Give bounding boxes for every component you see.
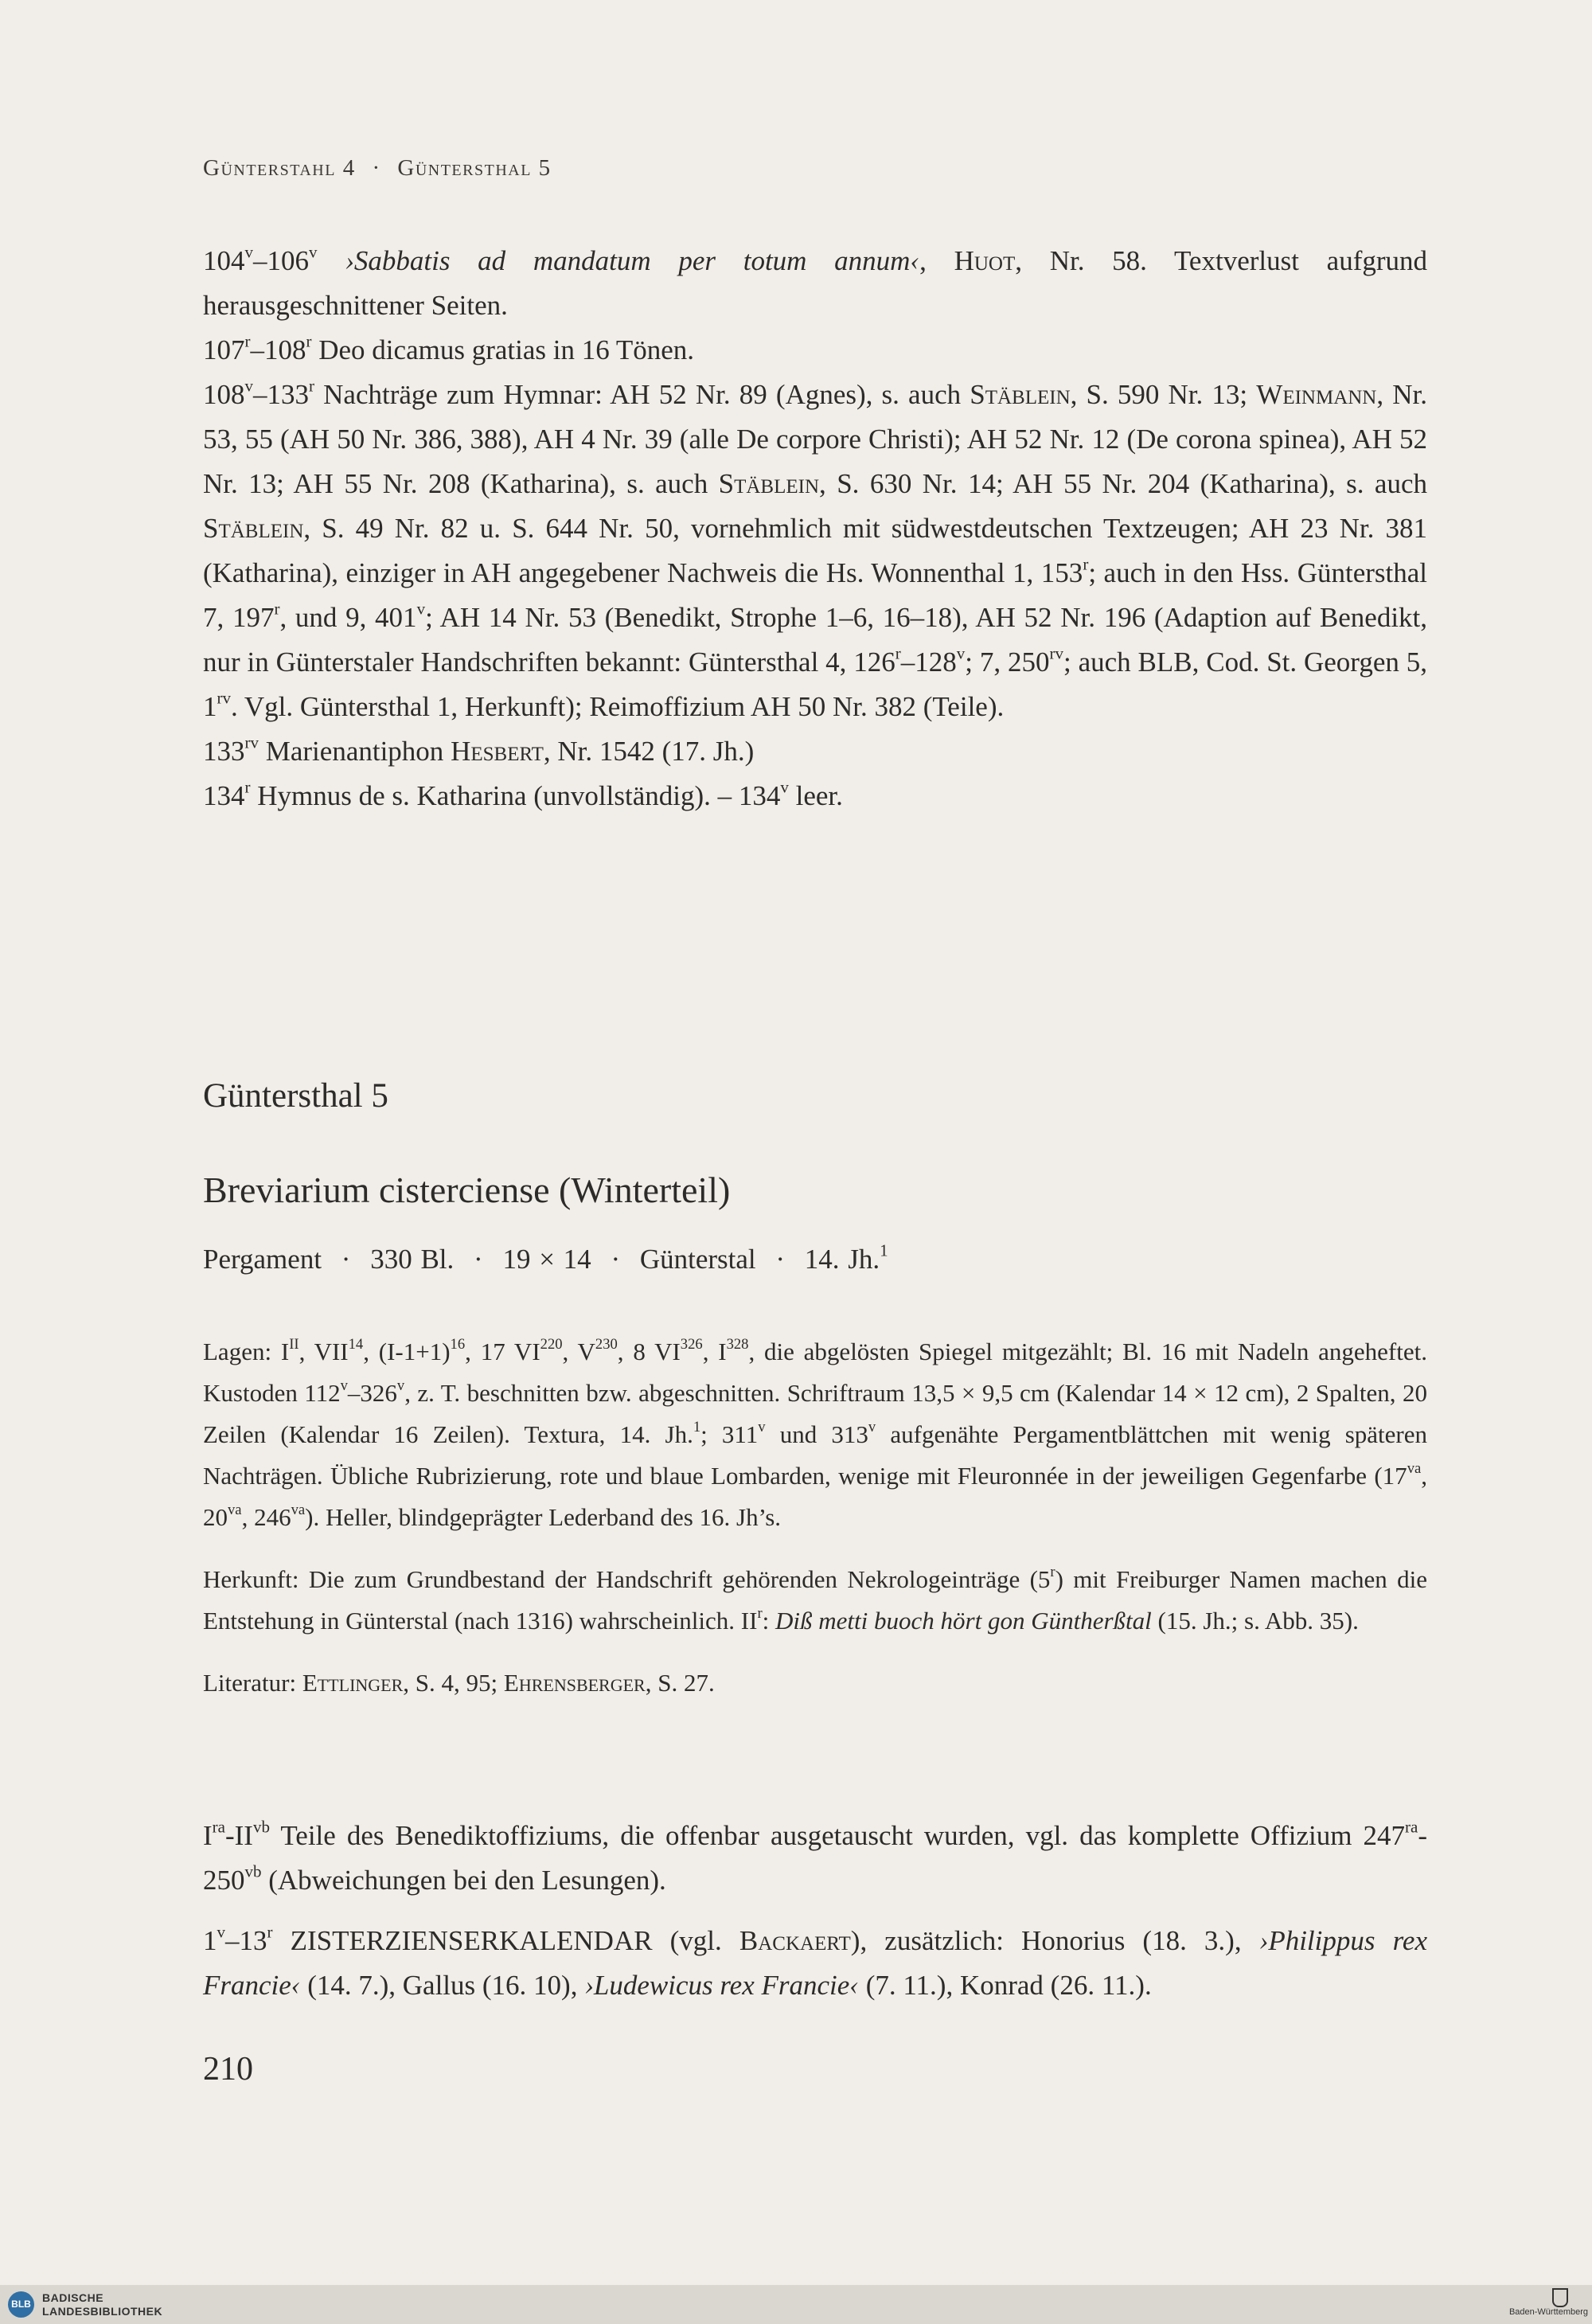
header-right: Güntersthal 5: [397, 155, 552, 181]
section-subtitle: Breviarium cisterciense (Winterteil): [203, 1170, 731, 1210]
entry-107: 107$^r$–108$^r$ Deo dicamus gratias in 16 Tönen.: [203, 331, 694, 365]
meta-size: 19 × 14: [502, 1244, 591, 1275]
library-name: BADISCHE LANDESBIBLIOTHEK: [42, 2291, 163, 2318]
blb-logo-icon: BLB: [8, 2291, 34, 2318]
previous-entries: [203, 239, 1427, 818]
entry-104: 104$^v$–106$^v$ ›Sabbatis ad mandatum per totum annum‹, Huot, Nr. 58. Textverlust aufgrund herausgeschnittener Seiten.: [203, 242, 1428, 321]
footer-bar: [0, 2285, 1592, 2324]
entry-133: $133^{rv}$ Marienantiphon Hesbert, Nr. 1542 (17. Jh.): [203, 732, 755, 767]
lagen-paragraph: Lagen: $I^{II}$, VII$^{14}$, $(I-1+1)^{16}$, 17 VI$^{220}$, $V^{230}$, 8 VI$^{326}$, $I^{328}$, die abgelösten Spiegel mitgezählt; Bl. 16 mit Nadeln angeheftet. Kustoden 112$^v$–326$^v$, z. T. beschnitten bzw. abgeschnitten. Schriftraum 13,5 × 9,5 cm (Kalendar 14 × 12 cm), 2 Spalten, 20 Zeilen (Kalendar 16 Zeilen). Textura, 14. Jh.$^1$; 311$^v$ und 313$^v$ aufgenähte Pergamentblättchen mit wenig späteren Nachträgen. Übliche Rubrizierung, rote und blaue Lombarden, wenige mit Fleuronnée in der jeweiligen Gegenfarbe ($17^{va}$, $20^{va}$, $246^{va}$). Heller, blindgeprägter Lederband des 16. Jh’s.: [203, 1336, 1428, 1531]
header-left: Günterstahl 4: [203, 155, 356, 181]
meta-date: 14. Jh.: [804, 1244, 880, 1275]
state-emblem-icon: [1552, 2288, 1568, 2307]
header-separator: ·: [372, 155, 381, 181]
state-name: Baden-Württemberg: [1508, 2307, 1588, 2317]
herkunft-paragraph: Herkunft: Die zum Grundbestand der Handschrift gehörenden Nekrologeinträge (5$^r$) mit Freiburger Namen machen die Entstehung in Günterstal (nach 1316) wahrscheinlich. $II^r$: Diß metti buoch hört gon Güntherßtal (15. Jh.; s. Abb. 35).: [203, 1564, 1427, 1635]
physical-description: Pergament · 330 Bl. · 19 × 14 · Günterstal · 14. Jh.$^1$: [203, 1240, 888, 1275]
meta-leaves: 330 Bl.: [370, 1244, 455, 1275]
meta-material: Pergament: [203, 1244, 322, 1275]
meta-place: Günterstal: [639, 1244, 756, 1275]
literatur-paragraph: Literatur: Ettlinger, S. 4, 95; Ehrensberger, S. 27.: [203, 1669, 715, 1697]
section-title: Güntersthal 5: [203, 1077, 388, 1115]
entry-kalendar: 1$^v$–13$^r$ ZISTERZIENSERKALENDAR (vgl. Backaert), zusätzlich: Honorius (18. 3.), ›Philippus rex Francie‹ (14. 7.), Gallus (16. 10), ›Ludewicus rex Francie‹ (7. 11.), Konrad (26. 11.).: [203, 1922, 1427, 2001]
entry-134: 134$^r$ Hymnus de s. Katharina (unvollständig). – 134$^v$ leer.: [203, 777, 843, 811]
page-number: 210: [203, 2051, 253, 2088]
codicological-description: [203, 1331, 1427, 1724]
entry-108: 108$^v$–133$^r$ Nachträge zum Hymnar: AH 52 Nr. 89 (Agnes), s. auch Stäblein, S. 590 Nr. 13; Weinmann, Nr. 53, 55 (AH 50 Nr. 386, 388), AH 4 Nr. 39 (alle De corpore Christi); AH 52 Nr. 12 (De corona spinea), AH 52 Nr. 13; AH 55 Nr. 208 (Katharina), s. auch Stäblein, S. 630 Nr. 14; AH 55 Nr. 204 (Katharina), s. auch Stäblein, S. 49 Nr. 82 u. S. 644 Nr. 50, vornehmlich mit südwestdeutschen Textzeugen; AH 23 Nr. 381 (Katharina), einziger in AH angegebener Nachweis die Hs. Wonnenthal 1, 153$^r$; auch in den Hss. Güntersthal 7, 197$^r$, und 9, 401$^v$; AH 14 Nr. 53 (Benedikt, Strophe 1–6, 16–18), AH 52 Nr. 196 (Adaption auf Benedikt, nur in Günterstaler Handschriften bekannt: Güntersthal 4, 126$^r$–128$^v$; 7, $250^{rv}$; auch BLB, Cod. St. Georgen 5, $1^{rv}$. Vgl. Güntersthal 1, Herkunft); Reimoffizium AH 50 Nr. 382 (Teile).: [203, 376, 1428, 722]
entry-I-II: $I^{ra}-II^{vb}$ Teile des Benediktoffiziums, die offenbar ausgetauscht wurden, vgl. das komplette Offizium $247^{ra}-250^{vb}$ (Abweichungen bei den Lesungen).: [203, 1817, 1427, 1896]
contents-entries: [203, 1814, 1427, 2008]
running-header: [203, 155, 1427, 182]
footnote-ref: 1: [880, 1240, 888, 1260]
